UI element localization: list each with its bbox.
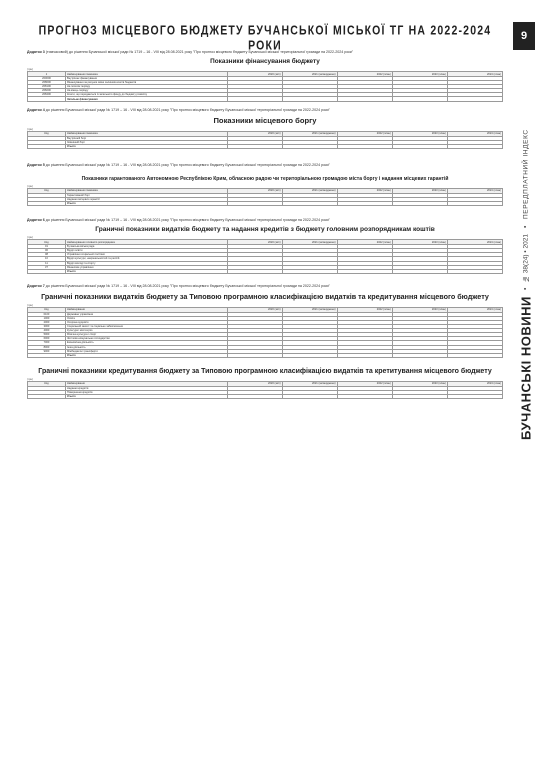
table-cell: 8000 [28, 345, 66, 349]
table-cell [282, 395, 337, 399]
sidebar-strip [509, 0, 555, 768]
table-program-classification [27, 303, 503, 358]
column-header: 2021 (затверджено) [282, 381, 337, 386]
unit-label: (грн) [27, 376, 33, 381]
appendix-note: Додаток 3 (тимчасовий) до рішення Бучанської міської ради № 1719 – 16 - VIII від 28.08.2021 року "Про прогноз місцевого бюджету Бучанської міської територіальної громади на 2022-2024 роки" [27, 50, 354, 54]
column-header: 2024 (план) [447, 131, 502, 136]
column-header: 2021 (затверджено) [282, 307, 337, 312]
table-cell [28, 144, 66, 148]
table-cell: 1000 [28, 316, 66, 320]
table-cell: 9000 [28, 349, 66, 353]
table-cell [282, 269, 337, 273]
table-cell [28, 353, 66, 357]
table-cell [392, 202, 447, 206]
column-header: 2023 (план) [392, 188, 447, 193]
table-cell: 6000 [28, 337, 66, 341]
column-header: 2023 (план) [392, 131, 447, 136]
table-cell: Усього [66, 269, 228, 273]
table-row [28, 202, 503, 206]
table-cell [392, 144, 447, 148]
table-cell: Освіта [66, 316, 228, 320]
table-cell [227, 269, 282, 273]
separator-dot: • [522, 225, 530, 228]
table-cell [337, 353, 392, 357]
table-cell [447, 97, 502, 101]
column-header: 2024 (план) [447, 381, 502, 386]
column-header: 2023 (план) [392, 307, 447, 312]
table-cell: Усього [66, 395, 228, 399]
table-cell: 3000 [28, 325, 66, 329]
table-row [28, 395, 503, 399]
subscription-index: ПЕРЕДПЛАТНИЙ ІНДЕКС [522, 129, 530, 220]
column-header: Найменування показника [66, 72, 228, 77]
table-cell [282, 353, 337, 357]
table-cell [447, 353, 502, 357]
column-header: 2020 (звіт) [227, 240, 282, 245]
column-header: Найменування показника [66, 188, 228, 193]
unit-label: (грн) [27, 302, 33, 307]
section-title: Граничні показники кредитування бюджету за Типовою програмною класифікацією видатків та кретитування місцевого бюджету [38, 367, 492, 375]
table-row [28, 269, 503, 273]
table-cell [392, 97, 447, 101]
table-cell [28, 97, 66, 101]
table-guarantees [27, 184, 503, 206]
table-cell: Інша діяльність [66, 345, 228, 349]
column-header: 2024 (план) [447, 72, 502, 77]
table-crediting [27, 377, 503, 399]
table-cell [337, 269, 392, 273]
table-cell [28, 269, 66, 273]
table-cell: Внутрішнє фінансування [66, 77, 228, 81]
table-cell [227, 97, 282, 101]
table-cell [447, 269, 502, 273]
table-cell [282, 97, 337, 101]
table-cell: Надання кредитів [66, 386, 228, 390]
column-header: 2022 (план) [337, 131, 392, 136]
column-header: 2022 (план) [337, 72, 392, 77]
unit-label: (грн) [27, 67, 33, 71]
table-cell: 7000 [28, 341, 66, 345]
table-cell: Відділ культури, національностей та релігій [66, 257, 228, 261]
table-debt [27, 127, 503, 149]
table-cell: Відділ молоді та спорту [66, 261, 228, 265]
table-cell: Усього [66, 353, 228, 357]
section-title: Граничні показники видатків бюджету за Типовою програмною класифікацією видатків та кредитування місцевого бюджету [41, 291, 489, 301]
table-cell: Державне управління [66, 312, 228, 316]
table-cell: Кошти, що передаються із загального фонду до бюджету розвитку [66, 93, 228, 97]
data-table [27, 239, 503, 274]
table-cell [282, 202, 337, 206]
column-header: 2024 (план) [447, 188, 502, 193]
table-cell: Фізична культура і спорт [66, 333, 228, 337]
table-cell: Бучанська міська рада [66, 245, 228, 249]
table-cell: Житлово-комунальне господарство [66, 337, 228, 341]
table-cell: Відділ освіти [66, 249, 228, 253]
table-cell: 06 [28, 249, 66, 253]
table-cell: 208000 [28, 81, 66, 85]
column-header: 2021 (затверджено) [282, 72, 337, 77]
table-cell: 11 [28, 261, 66, 265]
column-header: 2020 (звіт) [227, 381, 282, 386]
table-cell [447, 202, 502, 206]
main-content [27, 48, 503, 399]
appendix-note: Додаток 7 до рішення Бучанської міської ради № 1719 – 16 - VIII від 28.08.2021 року "Про прогноз місцевого бюджету Бучанської міської територіальної громади на 2022-2024 роки" [27, 283, 330, 288]
table-cell [227, 202, 282, 206]
table-cell [337, 202, 392, 206]
appendix-note: Додаток 6 до рішення Бучанської міської ради № 1719 – 16 - VIII від 28.08.2021 року "Про прогноз місцевого бюджету Бучанської міської територіальної громади на 2022-2024 роки" [27, 218, 330, 223]
table-cell [392, 353, 447, 357]
data-table [27, 381, 503, 399]
table-cell: 208400 [28, 93, 66, 97]
table-cell: 01 [28, 245, 66, 249]
column-header: Код [28, 381, 66, 386]
table-cell [392, 395, 447, 399]
table-cell: Внутрішній борг [66, 136, 228, 140]
table-cell: Усього [66, 144, 228, 148]
table-cell [227, 144, 282, 148]
table-cell: 4000 [28, 329, 66, 333]
table-spending-limits [27, 235, 503, 274]
column-header: 2020 (звіт) [227, 72, 282, 77]
unit-label: (грн) [27, 183, 33, 188]
table-cell: Культура і мистецтво [66, 329, 228, 333]
table-cell: Фінансове управління [66, 265, 228, 269]
table-row [28, 353, 503, 357]
table-cell: Гарантований борг [66, 193, 228, 197]
table-cell [227, 395, 282, 399]
table-cell: Соціальний захист та соціальне забезпечення [66, 325, 228, 329]
newspaper-brand: БУЧАНСЬКІ НОВИНИ [518, 296, 534, 440]
table-cell [28, 395, 66, 399]
column-header: 2022 (план) [337, 188, 392, 193]
table-financing [27, 67, 503, 102]
table-cell: Управління соціальної політики [66, 253, 228, 257]
column-header: Найменування показника [66, 131, 228, 136]
table-cell [28, 202, 66, 206]
table-cell: 208100 [28, 85, 66, 89]
column-header: Код [28, 188, 66, 193]
table-cell: 5000 [28, 333, 66, 337]
table-cell: Усього [66, 202, 228, 206]
column-header: 2022 (план) [337, 381, 392, 386]
page-number: 9 [513, 22, 535, 50]
table-cell: 08 [28, 253, 66, 257]
data-table [27, 131, 503, 149]
column-header: 2020 (звіт) [227, 307, 282, 312]
table-cell [392, 269, 447, 273]
table-cell: 10 [28, 257, 66, 261]
table-row [28, 97, 503, 101]
table-cell: 37 [28, 265, 66, 269]
section-title: Показники фінансування бюджету [210, 58, 320, 65]
page-headline: ПРОГНОЗ МІСЦЕВОГО БЮДЖЕТУ БУЧАНСЬКОЇ МІСЬКОЇ ТГ НА 2022-2024 РОКИ [38, 23, 492, 53]
unit-label: (грн) [27, 126, 33, 131]
column-header: 1 [28, 72, 66, 77]
column-header: 2021 (затверджено) [282, 131, 337, 136]
table-cell [337, 144, 392, 148]
table-cell: 200000 [28, 77, 66, 81]
column-header: Найменування [66, 307, 228, 312]
unit-label: (грн) [27, 235, 33, 240]
column-header: 2020 (звіт) [227, 188, 282, 193]
section-title: Показники гарантованого Автономною Республікою Крим, обласною радою чи територіальною громадою міста боргу і надання місцевих гарантій [81, 175, 449, 182]
table-cell: Міжбюджетні трансферти [66, 349, 228, 353]
column-header: 2021 (затверджено) [282, 188, 337, 193]
table-cell: 2000 [28, 320, 66, 324]
table-cell: Зовнішній борг [66, 140, 228, 144]
column-header: Код [28, 307, 66, 312]
table-cell: Фінансування за рахунок зміни залишків коштів бюджетів [66, 81, 228, 85]
column-header: 2024 (план) [447, 240, 502, 245]
data-table [27, 71, 503, 102]
table-cell [337, 97, 392, 101]
column-header: 2024 (план) [447, 307, 502, 312]
table-cell: 208200 [28, 89, 66, 93]
column-header: 2020 (звіт) [227, 131, 282, 136]
table-cell [282, 144, 337, 148]
table-cell [337, 395, 392, 399]
column-header: Найменування головного розпорядника [66, 240, 228, 245]
column-header: Код [28, 131, 66, 136]
issue-date: № 38(24) • 2021 [522, 233, 530, 282]
table-cell: На кінець періоду [66, 89, 228, 93]
column-header: 2023 (план) [392, 381, 447, 386]
table-cell: Надання місцевих гарантій [66, 197, 228, 201]
data-table [27, 188, 503, 206]
column-header: 2023 (план) [392, 240, 447, 245]
column-header: Код [28, 240, 66, 245]
column-header: 2021 (затверджено) [282, 240, 337, 245]
table-cell: Загальне фінансування [66, 97, 228, 101]
section-title: Граничні показники видатків бюджету та надання кредитів з бюджету головним розпорядникам коштів [95, 226, 435, 234]
appendix-note: Додаток 4 до рішення Бучанської міської ради № 1719 – 16 - VIII від 28.08.2021 року "Про прогноз місцевого бюджету Бучанської міської територіальної громади на 2022-2024 роки" [27, 107, 330, 112]
table-cell [447, 395, 502, 399]
section-title: Показники місцевого боргу [213, 115, 317, 125]
table-cell [447, 144, 502, 148]
table-cell [227, 353, 282, 357]
table-cell: Повернення кредитів [66, 390, 228, 394]
column-header: 2023 (план) [392, 72, 447, 77]
sidebar-band [517, 60, 535, 440]
table-cell: Охорона здоров'я [66, 320, 228, 324]
table-cell: Економічна діяльність [66, 341, 228, 345]
separator-dot: • [522, 287, 530, 291]
table-cell: На початок періоду [66, 85, 228, 89]
table-cell: 0100 [28, 312, 66, 316]
column-header: 2022 (план) [337, 307, 392, 312]
data-table [27, 307, 503, 358]
column-header: 2022 (план) [337, 240, 392, 245]
column-header: Найменування [66, 381, 228, 386]
appendix-note: Додаток 5 до рішення Бучанської міської ради № 1719 – 16 - VIII від 28.08.2021 року "Про прогноз місцевого бюджету Бучанської міської територіальної громади на 2022-2024 роки" [27, 162, 330, 167]
table-row [28, 144, 503, 148]
